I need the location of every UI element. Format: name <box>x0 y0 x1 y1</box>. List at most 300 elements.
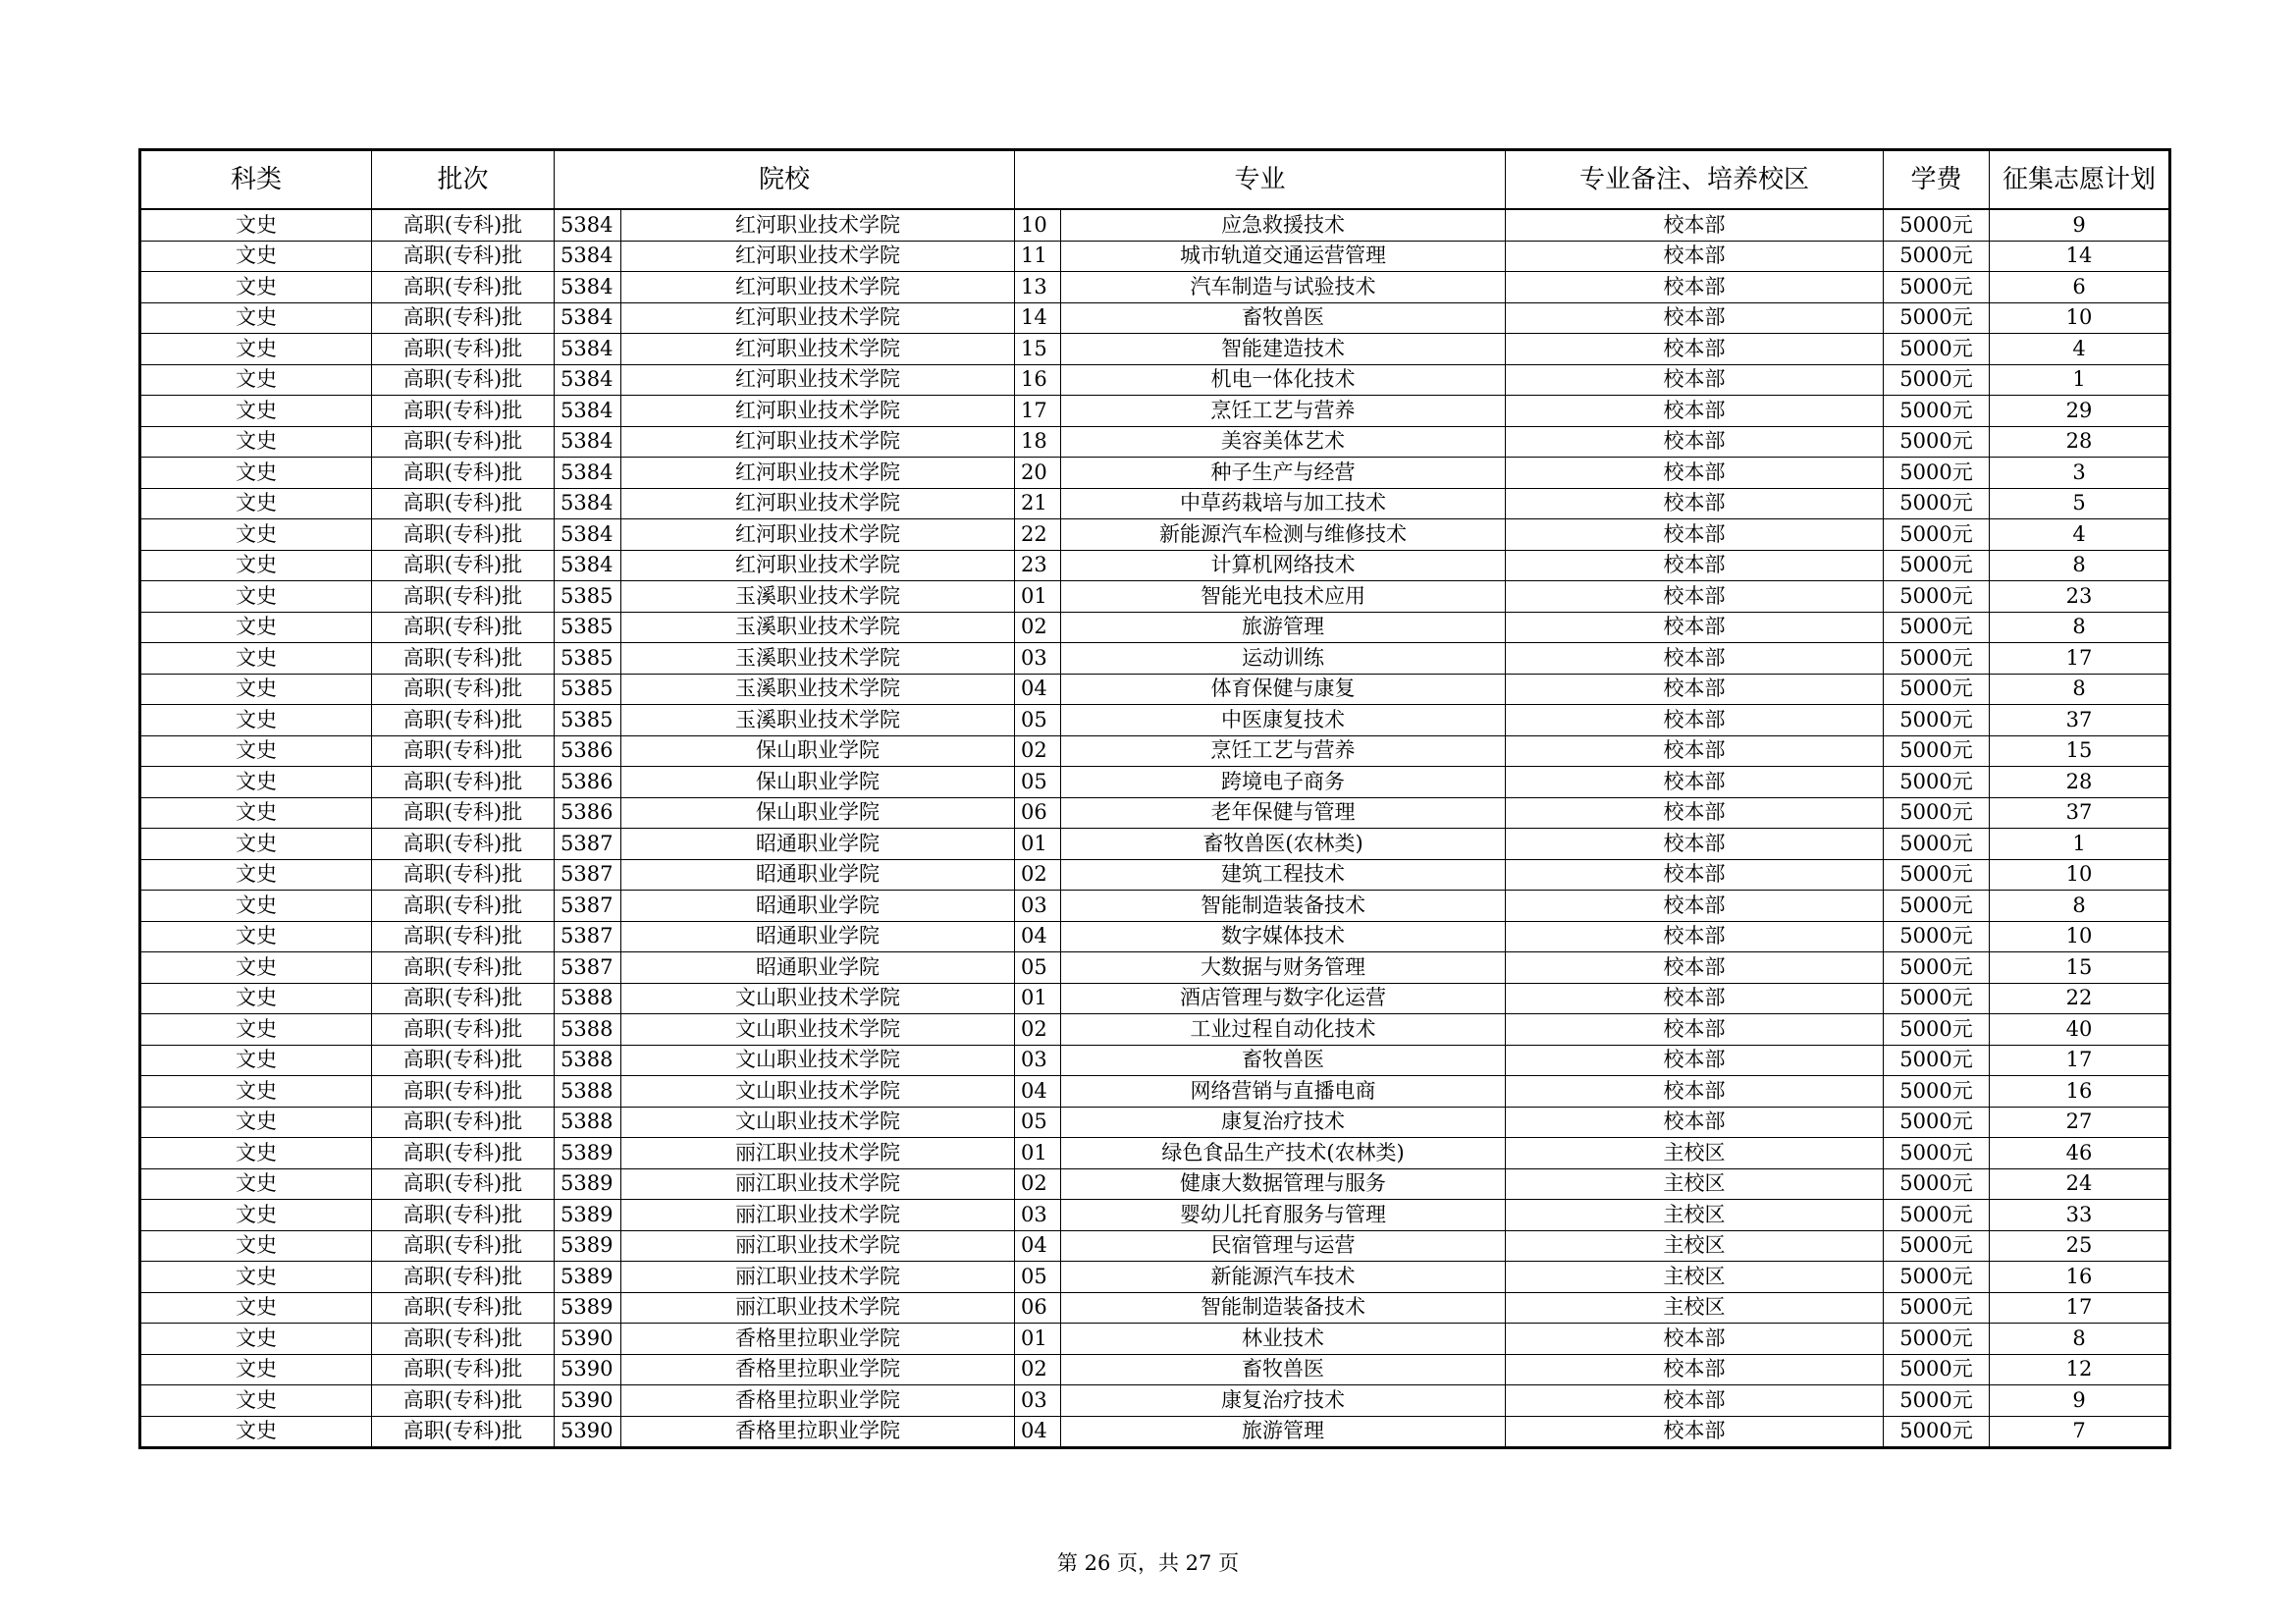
cell-campus: 校本部 <box>1506 1014 1884 1046</box>
cell-plan: 8 <box>1990 550 2170 581</box>
cell-major-code: 22 <box>1015 519 1061 551</box>
cell-category: 文史 <box>140 674 372 705</box>
cell-campus: 校本部 <box>1506 1324 1884 1355</box>
cell-school-name: 保山职业学院 <box>621 767 1015 798</box>
cell-major-name: 旅游管理 <box>1061 612 1506 643</box>
cell-category: 文史 <box>140 488 372 519</box>
cell-school-name: 红河职业技术学院 <box>621 209 1015 241</box>
table-row <box>140 921 2170 952</box>
cell-category: 文史 <box>140 921 372 952</box>
cell-school-code: 5386 <box>555 797 621 829</box>
table-row <box>140 612 2170 643</box>
cell-category: 文史 <box>140 458 372 489</box>
cell-plan: 27 <box>1990 1107 2170 1138</box>
cell-plan: 8 <box>1990 674 2170 705</box>
header-tuition: 学费 <box>1884 150 1990 210</box>
cell-school-code: 5384 <box>555 334 621 365</box>
cell-school-name: 玉溪职业技术学院 <box>621 581 1015 613</box>
cell-batch: 高职(专科)批 <box>372 643 555 675</box>
cell-category: 文史 <box>140 1292 372 1324</box>
cell-major-code: 06 <box>1015 797 1061 829</box>
cell-batch: 高职(专科)批 <box>372 829 555 860</box>
cell-batch: 高职(专科)批 <box>372 426 555 458</box>
cell-major-code: 18 <box>1015 426 1061 458</box>
cell-campus: 校本部 <box>1506 458 1884 489</box>
cell-plan: 37 <box>1990 797 2170 829</box>
cell-batch: 高职(专科)批 <box>372 921 555 952</box>
cell-plan: 8 <box>1990 612 2170 643</box>
cell-school-code: 5390 <box>555 1324 621 1355</box>
cell-campus: 校本部 <box>1506 674 1884 705</box>
cell-batch: 高职(专科)批 <box>372 767 555 798</box>
cell-school-code: 5385 <box>555 705 621 736</box>
cell-school-code: 5389 <box>555 1292 621 1324</box>
cell-category: 文史 <box>140 1354 372 1385</box>
table-row <box>140 705 2170 736</box>
cell-school-name: 丽江职业技术学院 <box>621 1230 1015 1262</box>
cell-tuition: 5000元 <box>1884 426 1990 458</box>
cell-major-code: 16 <box>1015 364 1061 396</box>
cell-school-code: 5385 <box>555 612 621 643</box>
cell-tuition: 5000元 <box>1884 519 1990 551</box>
cell-school-name: 玉溪职业技术学院 <box>621 674 1015 705</box>
cell-plan: 1 <box>1990 829 2170 860</box>
header-plan: 征集志愿计划 <box>1990 150 2170 210</box>
table-row <box>140 302 2170 334</box>
cell-category: 文史 <box>140 952 372 984</box>
cell-major-name: 畜牧兽医 <box>1061 1045 1506 1076</box>
cell-plan: 16 <box>1990 1076 2170 1108</box>
cell-tuition: 5000元 <box>1884 334 1990 365</box>
cell-plan: 9 <box>1990 1385 2170 1417</box>
cell-major-name: 智能建造技术 <box>1061 334 1506 365</box>
cell-school-name: 丽江职业技术学院 <box>621 1292 1015 1324</box>
cell-campus: 主校区 <box>1506 1200 1884 1231</box>
cell-major-name: 机电一体化技术 <box>1061 364 1506 396</box>
cell-major-name: 健康大数据管理与服务 <box>1061 1168 1506 1200</box>
table-row <box>140 364 2170 396</box>
cell-major-code: 20 <box>1015 458 1061 489</box>
cell-school-code: 5390 <box>555 1416 621 1448</box>
cell-tuition: 5000元 <box>1884 952 1990 984</box>
page-number: 第 26 页，共 27 页 <box>1056 1551 1240 1575</box>
cell-campus: 校本部 <box>1506 241 1884 272</box>
table-row <box>140 1385 2170 1417</box>
cell-plan: 9 <box>1990 209 2170 241</box>
table-row <box>140 1324 2170 1355</box>
cell-major-name: 婴幼儿托育服务与管理 <box>1061 1200 1506 1231</box>
cell-category: 文史 <box>140 241 372 272</box>
cell-major-code: 04 <box>1015 1416 1061 1448</box>
cell-batch: 高职(专科)批 <box>372 612 555 643</box>
cell-category: 文史 <box>140 1416 372 1448</box>
cell-campus: 主校区 <box>1506 1138 1884 1169</box>
cell-school-name: 昭通职业学院 <box>621 829 1015 860</box>
cell-batch: 高职(专科)批 <box>372 272 555 303</box>
cell-major-name: 计算机网络技术 <box>1061 550 1506 581</box>
table-row <box>140 1200 2170 1231</box>
cell-tuition: 5000元 <box>1884 797 1990 829</box>
cell-tuition: 5000元 <box>1884 1168 1990 1200</box>
cell-batch: 高职(专科)批 <box>372 952 555 984</box>
table-row <box>140 767 2170 798</box>
cell-school-code: 5384 <box>555 458 621 489</box>
cell-category: 文史 <box>140 519 372 551</box>
cell-major-code: 23 <box>1015 550 1061 581</box>
cell-campus: 校本部 <box>1506 550 1884 581</box>
cell-major-name: 旅游管理 <box>1061 1416 1506 1448</box>
cell-batch: 高职(专科)批 <box>372 891 555 922</box>
cell-batch: 高职(专科)批 <box>372 1230 555 1262</box>
cell-tuition: 5000元 <box>1884 983 1990 1014</box>
cell-major-name: 新能源汽车技术 <box>1061 1262 1506 1293</box>
cell-category: 文史 <box>140 983 372 1014</box>
cell-batch: 高职(专科)批 <box>372 519 555 551</box>
cell-plan: 25 <box>1990 1230 2170 1262</box>
cell-major-name: 工业过程自动化技术 <box>1061 1014 1506 1046</box>
cell-major-code: 04 <box>1015 1230 1061 1262</box>
cell-school-name: 丽江职业技术学院 <box>621 1138 1015 1169</box>
cell-major-code: 05 <box>1015 767 1061 798</box>
cell-campus: 校本部 <box>1506 519 1884 551</box>
cell-campus: 主校区 <box>1506 1262 1884 1293</box>
cell-school-name: 香格里拉职业学院 <box>621 1416 1015 1448</box>
cell-tuition: 5000元 <box>1884 859 1990 891</box>
table-row <box>140 241 2170 272</box>
cell-batch: 高职(专科)批 <box>372 1416 555 1448</box>
cell-tuition: 5000元 <box>1884 1324 1990 1355</box>
table-row <box>140 1107 2170 1138</box>
cell-tuition: 5000元 <box>1884 488 1990 519</box>
cell-batch: 高职(专科)批 <box>372 1168 555 1200</box>
cell-tuition: 5000元 <box>1884 364 1990 396</box>
table-row <box>140 1416 2170 1448</box>
cell-campus: 校本部 <box>1506 612 1884 643</box>
cell-school-code: 5389 <box>555 1168 621 1200</box>
cell-campus: 校本部 <box>1506 767 1884 798</box>
table-row <box>140 1138 2170 1169</box>
cell-major-code: 04 <box>1015 674 1061 705</box>
cell-major-name: 应急救援技术 <box>1061 209 1506 241</box>
cell-major-code: 21 <box>1015 488 1061 519</box>
cell-school-code: 5388 <box>555 1045 621 1076</box>
header-category: 科类 <box>140 150 372 210</box>
cell-tuition: 5000元 <box>1884 302 1990 334</box>
cell-category: 文史 <box>140 396 372 427</box>
cell-category: 文史 <box>140 859 372 891</box>
table-row <box>140 1230 2170 1262</box>
table-row <box>140 272 2170 303</box>
cell-plan: 40 <box>1990 1014 2170 1046</box>
cell-category: 文史 <box>140 581 372 613</box>
cell-major-code: 01 <box>1015 983 1061 1014</box>
cell-major-code: 04 <box>1015 921 1061 952</box>
cell-school-code: 5388 <box>555 1107 621 1138</box>
cell-batch: 高职(专科)批 <box>372 983 555 1014</box>
cell-batch: 高职(专科)批 <box>372 1292 555 1324</box>
cell-school-name: 丽江职业技术学院 <box>621 1262 1015 1293</box>
cell-school-name: 红河职业技术学院 <box>621 519 1015 551</box>
cell-plan: 3 <box>1990 458 2170 489</box>
cell-school-name: 保山职业学院 <box>621 797 1015 829</box>
cell-school-code: 5388 <box>555 1014 621 1046</box>
cell-tuition: 5000元 <box>1884 1107 1990 1138</box>
cell-campus: 校本部 <box>1506 1354 1884 1385</box>
cell-category: 文史 <box>140 1107 372 1138</box>
cell-category: 文史 <box>140 829 372 860</box>
cell-school-name: 红河职业技术学院 <box>621 334 1015 365</box>
table-body <box>140 209 2170 1448</box>
cell-batch: 高职(专科)批 <box>372 674 555 705</box>
table-header-row <box>140 150 2170 210</box>
cell-plan: 15 <box>1990 952 2170 984</box>
cell-school-code: 5385 <box>555 581 621 613</box>
cell-category: 文史 <box>140 1262 372 1293</box>
cell-plan: 4 <box>1990 334 2170 365</box>
cell-plan: 23 <box>1990 581 2170 613</box>
cell-school-name: 红河职业技术学院 <box>621 302 1015 334</box>
cell-category: 文史 <box>140 272 372 303</box>
cell-category: 文史 <box>140 1138 372 1169</box>
table-row <box>140 1045 2170 1076</box>
cell-major-code: 02 <box>1015 1354 1061 1385</box>
cell-plan: 7 <box>1990 1416 2170 1448</box>
cell-category: 文史 <box>140 612 372 643</box>
cell-plan: 8 <box>1990 891 2170 922</box>
cell-tuition: 5000元 <box>1884 458 1990 489</box>
cell-category: 文史 <box>140 302 372 334</box>
cell-batch: 高职(专科)批 <box>372 797 555 829</box>
cell-plan: 4 <box>1990 519 2170 551</box>
cell-school-name: 文山职业技术学院 <box>621 1014 1015 1046</box>
table-row <box>140 1354 2170 1385</box>
cell-batch: 高职(专科)批 <box>372 581 555 613</box>
cell-major-code: 02 <box>1015 859 1061 891</box>
cell-major-name: 畜牧兽医 <box>1061 1354 1506 1385</box>
cell-major-name: 康复治疗技术 <box>1061 1107 1506 1138</box>
cell-school-code: 5388 <box>555 1076 621 1108</box>
cell-tuition: 5000元 <box>1884 1354 1990 1385</box>
cell-school-code: 5390 <box>555 1385 621 1417</box>
cell-tuition: 5000元 <box>1884 1200 1990 1231</box>
cell-category: 文史 <box>140 550 372 581</box>
cell-plan: 10 <box>1990 859 2170 891</box>
cell-campus: 校本部 <box>1506 581 1884 613</box>
enrollment-table <box>138 148 2171 1449</box>
cell-major-code: 03 <box>1015 1045 1061 1076</box>
table-row <box>140 550 2170 581</box>
cell-school-name: 红河职业技术学院 <box>621 426 1015 458</box>
cell-tuition: 5000元 <box>1884 1416 1990 1448</box>
cell-school-name: 红河职业技术学院 <box>621 458 1015 489</box>
cell-tuition: 5000元 <box>1884 1076 1990 1108</box>
cell-campus: 校本部 <box>1506 643 1884 675</box>
cell-tuition: 5000元 <box>1884 735 1990 767</box>
cell-major-code: 10 <box>1015 209 1061 241</box>
cell-category: 文史 <box>140 364 372 396</box>
cell-plan: 17 <box>1990 1292 2170 1324</box>
cell-category: 文史 <box>140 1200 372 1231</box>
table-row <box>140 1014 2170 1046</box>
cell-major-name: 智能制造装备技术 <box>1061 1292 1506 1324</box>
cell-plan: 33 <box>1990 1200 2170 1231</box>
cell-plan: 12 <box>1990 1354 2170 1385</box>
cell-major-code: 11 <box>1015 241 1061 272</box>
cell-school-code: 5384 <box>555 396 621 427</box>
cell-plan: 24 <box>1990 1168 2170 1200</box>
cell-tuition: 5000元 <box>1884 396 1990 427</box>
cell-batch: 高职(专科)批 <box>372 859 555 891</box>
table-row <box>140 674 2170 705</box>
cell-campus: 校本部 <box>1506 1045 1884 1076</box>
cell-batch: 高职(专科)批 <box>372 1138 555 1169</box>
cell-school-code: 5384 <box>555 550 621 581</box>
cell-major-code: 03 <box>1015 1385 1061 1417</box>
cell-school-name: 红河职业技术学院 <box>621 550 1015 581</box>
cell-school-name: 保山职业学院 <box>621 735 1015 767</box>
cell-campus: 校本部 <box>1506 1107 1884 1138</box>
table-row <box>140 581 2170 613</box>
table-row <box>140 1168 2170 1200</box>
cell-plan: 5 <box>1990 488 2170 519</box>
cell-major-name: 数字媒体技术 <box>1061 921 1506 952</box>
cell-school-code: 5384 <box>555 426 621 458</box>
cell-major-name: 体育保健与康复 <box>1061 674 1506 705</box>
cell-plan: 46 <box>1990 1138 2170 1169</box>
cell-campus: 校本部 <box>1506 859 1884 891</box>
cell-school-name: 文山职业技术学院 <box>621 1076 1015 1108</box>
cell-plan: 29 <box>1990 396 2170 427</box>
cell-tuition: 5000元 <box>1884 1045 1990 1076</box>
cell-major-code: 05 <box>1015 1262 1061 1293</box>
cell-tuition: 5000元 <box>1884 209 1990 241</box>
cell-major-name: 种子生产与经营 <box>1061 458 1506 489</box>
cell-batch: 高职(专科)批 <box>372 458 555 489</box>
cell-campus: 校本部 <box>1506 829 1884 860</box>
cell-school-code: 5387 <box>555 891 621 922</box>
cell-category: 文史 <box>140 209 372 241</box>
cell-school-name: 红河职业技术学院 <box>621 396 1015 427</box>
cell-major-name: 民宿管理与运营 <box>1061 1230 1506 1262</box>
cell-category: 文史 <box>140 735 372 767</box>
cell-school-code: 5386 <box>555 735 621 767</box>
cell-category: 文史 <box>140 767 372 798</box>
cell-campus: 校本部 <box>1506 488 1884 519</box>
cell-major-code: 01 <box>1015 581 1061 613</box>
cell-major-name: 酒店管理与数字化运营 <box>1061 983 1506 1014</box>
cell-school-code: 5389 <box>555 1138 621 1169</box>
cell-tuition: 5000元 <box>1884 1385 1990 1417</box>
cell-tuition: 5000元 <box>1884 705 1990 736</box>
cell-category: 文史 <box>140 1014 372 1046</box>
cell-major-name: 智能制造装备技术 <box>1061 891 1506 922</box>
table-row <box>140 891 2170 922</box>
cell-plan: 16 <box>1990 1262 2170 1293</box>
cell-school-code: 5389 <box>555 1262 621 1293</box>
cell-batch: 高职(专科)批 <box>372 1262 555 1293</box>
cell-major-code: 02 <box>1015 1168 1061 1200</box>
cell-school-name: 香格里拉职业学院 <box>621 1324 1015 1355</box>
cell-major-name: 美容美体艺术 <box>1061 426 1506 458</box>
cell-school-name: 昭通职业学院 <box>621 891 1015 922</box>
cell-major-code: 05 <box>1015 705 1061 736</box>
cell-major-name: 城市轨道交通运营管理 <box>1061 241 1506 272</box>
cell-major-code: 01 <box>1015 1324 1061 1355</box>
cell-campus: 校本部 <box>1506 426 1884 458</box>
cell-major-name: 智能光电技术应用 <box>1061 581 1506 613</box>
cell-campus: 校本部 <box>1506 1385 1884 1417</box>
cell-campus: 校本部 <box>1506 921 1884 952</box>
table-row <box>140 952 2170 984</box>
cell-plan: 8 <box>1990 1324 2170 1355</box>
cell-major-name: 烹饪工艺与营养 <box>1061 735 1506 767</box>
cell-major-name: 绿色食品生产技术(农林类) <box>1061 1138 1506 1169</box>
cell-major-name: 建筑工程技术 <box>1061 859 1506 891</box>
cell-school-name: 红河职业技术学院 <box>621 241 1015 272</box>
cell-batch: 高职(专科)批 <box>372 550 555 581</box>
cell-campus: 校本部 <box>1506 797 1884 829</box>
cell-school-name: 丽江职业技术学院 <box>621 1200 1015 1231</box>
cell-school-name: 昭通职业学院 <box>621 952 1015 984</box>
cell-category: 文史 <box>140 1385 372 1417</box>
cell-campus: 校本部 <box>1506 302 1884 334</box>
cell-school-name: 丽江职业技术学院 <box>621 1168 1015 1200</box>
cell-school-name: 文山职业技术学院 <box>621 1107 1015 1138</box>
cell-school-code: 5387 <box>555 921 621 952</box>
cell-major-code: 05 <box>1015 1107 1061 1138</box>
cell-school-code: 5384 <box>555 519 621 551</box>
cell-school-code: 5384 <box>555 272 621 303</box>
table-row <box>140 519 2170 551</box>
cell-major-code: 14 <box>1015 302 1061 334</box>
cell-major-name: 畜牧兽医(农林类) <box>1061 829 1506 860</box>
cell-tuition: 5000元 <box>1884 891 1990 922</box>
table-row <box>140 643 2170 675</box>
cell-category: 文史 <box>140 1045 372 1076</box>
cell-major-code: 06 <box>1015 1292 1061 1324</box>
cell-school-name: 红河职业技术学院 <box>621 364 1015 396</box>
cell-category: 文史 <box>140 334 372 365</box>
cell-major-name: 老年保健与管理 <box>1061 797 1506 829</box>
cell-category: 文史 <box>140 1168 372 1200</box>
header-major-notes: 专业备注、培养校区 <box>1506 150 1884 210</box>
table-row <box>140 458 2170 489</box>
cell-batch: 高职(专科)批 <box>372 1354 555 1385</box>
cell-plan: 10 <box>1990 921 2170 952</box>
table-row <box>140 829 2170 860</box>
cell-batch: 高职(专科)批 <box>372 396 555 427</box>
cell-major-name: 康复治疗技术 <box>1061 1385 1506 1417</box>
table-row <box>140 797 2170 829</box>
cell-batch: 高职(专科)批 <box>372 705 555 736</box>
cell-school-name: 红河职业技术学院 <box>621 488 1015 519</box>
cell-campus: 校本部 <box>1506 983 1884 1014</box>
cell-campus: 主校区 <box>1506 1230 1884 1262</box>
cell-major-code: 01 <box>1015 1138 1061 1169</box>
cell-tuition: 5000元 <box>1884 829 1990 860</box>
table-row <box>140 426 2170 458</box>
cell-batch: 高职(专科)批 <box>372 735 555 767</box>
cell-batch: 高职(专科)批 <box>372 1107 555 1138</box>
cell-plan: 1 <box>1990 364 2170 396</box>
cell-tuition: 5000元 <box>1884 581 1990 613</box>
cell-school-code: 5387 <box>555 952 621 984</box>
cell-major-name: 林业技术 <box>1061 1324 1506 1355</box>
cell-campus: 校本部 <box>1506 891 1884 922</box>
header-batch: 批次 <box>372 150 555 210</box>
cell-campus: 校本部 <box>1506 209 1884 241</box>
cell-batch: 高职(专科)批 <box>372 1045 555 1076</box>
